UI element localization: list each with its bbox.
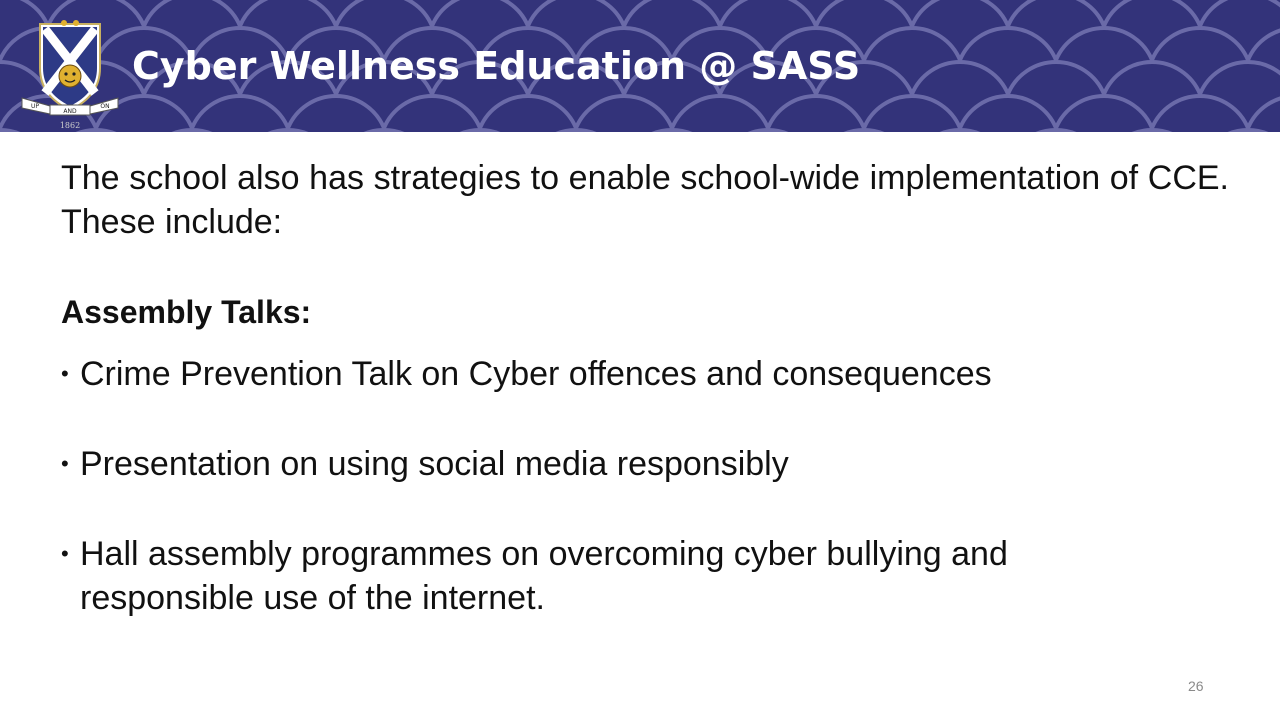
intro-paragraph: The school also has strategies to enable school-wide implementation of CCE. These include: (61, 159, 1229, 241)
scale-arc (240, 0, 336, 26)
list-item-text: Crime Prevention Talk on Cyber offences and consequences (80, 355, 992, 393)
scale-arc (960, 96, 1056, 128)
bullet-glyph: • (61, 451, 69, 476)
scale-arc (1104, 130, 1200, 132)
scale-arc (240, 130, 336, 132)
scale-arc (720, 130, 816, 132)
scale-arc (1104, 62, 1200, 94)
scale-arc (1200, 62, 1280, 94)
scale-arc (768, 96, 864, 128)
scale-arc (960, 28, 1056, 60)
list-item (61, 442, 1121, 486)
scale-arc (384, 96, 480, 128)
list-item-text: Hall assembly programmes on overcoming cyber bullying and responsible use of the internet. (80, 535, 1008, 617)
list-item-text: Presentation on using social media responsibly (80, 445, 789, 483)
scale-arc (288, 96, 384, 128)
list-item (61, 352, 1121, 396)
scale-arc (864, 28, 960, 60)
scale-arc (432, 0, 528, 26)
slide-body (61, 156, 1229, 617)
scale-arc (1248, 28, 1280, 60)
scale-arc (1008, 0, 1104, 26)
scale-arc (48, 130, 144, 132)
scale-arc (672, 96, 768, 128)
scale-arc (720, 0, 816, 26)
list-item (61, 532, 1121, 620)
scale-arc (528, 0, 624, 26)
scale-arc (1008, 62, 1104, 94)
scale-arc (480, 96, 576, 128)
scale-arc (1200, 130, 1280, 132)
scale-arc (1056, 28, 1152, 60)
scale-arc (816, 130, 912, 132)
bullet-glyph: • (61, 541, 69, 566)
scale-arc (144, 130, 240, 132)
scale-arc (1152, 96, 1248, 128)
scale-arc (624, 130, 720, 132)
crest-year: 1862 (59, 121, 81, 130)
scale-arc (192, 96, 288, 128)
scale-arc (1008, 130, 1104, 132)
scale-arc (576, 96, 672, 128)
scale-arc (144, 0, 240, 26)
scale-arc (1104, 0, 1200, 26)
scale-arc (432, 130, 528, 132)
scale-arc (1248, 96, 1280, 128)
scale-arc (864, 96, 960, 128)
page-number: 26 (1188, 678, 1204, 694)
section-heading: Assembly Talks: (61, 294, 312, 330)
scale-arc (336, 130, 432, 132)
scale-arc (624, 0, 720, 26)
bullet-list (61, 352, 1121, 666)
slide-title: Cyber Wellness Education @ SASS (132, 44, 861, 88)
crest-motto-left: UP (30, 103, 40, 110)
scale-arc (528, 130, 624, 132)
scale-arc (1200, 0, 1280, 26)
crest-motto-middle: AND (63, 108, 77, 115)
scale-arc (912, 62, 1008, 94)
scale-arc (336, 0, 432, 26)
scale-arc (912, 0, 1008, 26)
scale-arc (1152, 28, 1248, 60)
scale-arc (816, 0, 912, 26)
crest-motto-right: ON (100, 103, 110, 110)
school-crest-icon (18, 18, 122, 130)
scale-arc (0, 130, 48, 132)
scale-arc (1056, 96, 1152, 128)
bullet-glyph: • (61, 361, 69, 386)
scale-arc (912, 130, 1008, 132)
slide-header (0, 0, 1280, 132)
